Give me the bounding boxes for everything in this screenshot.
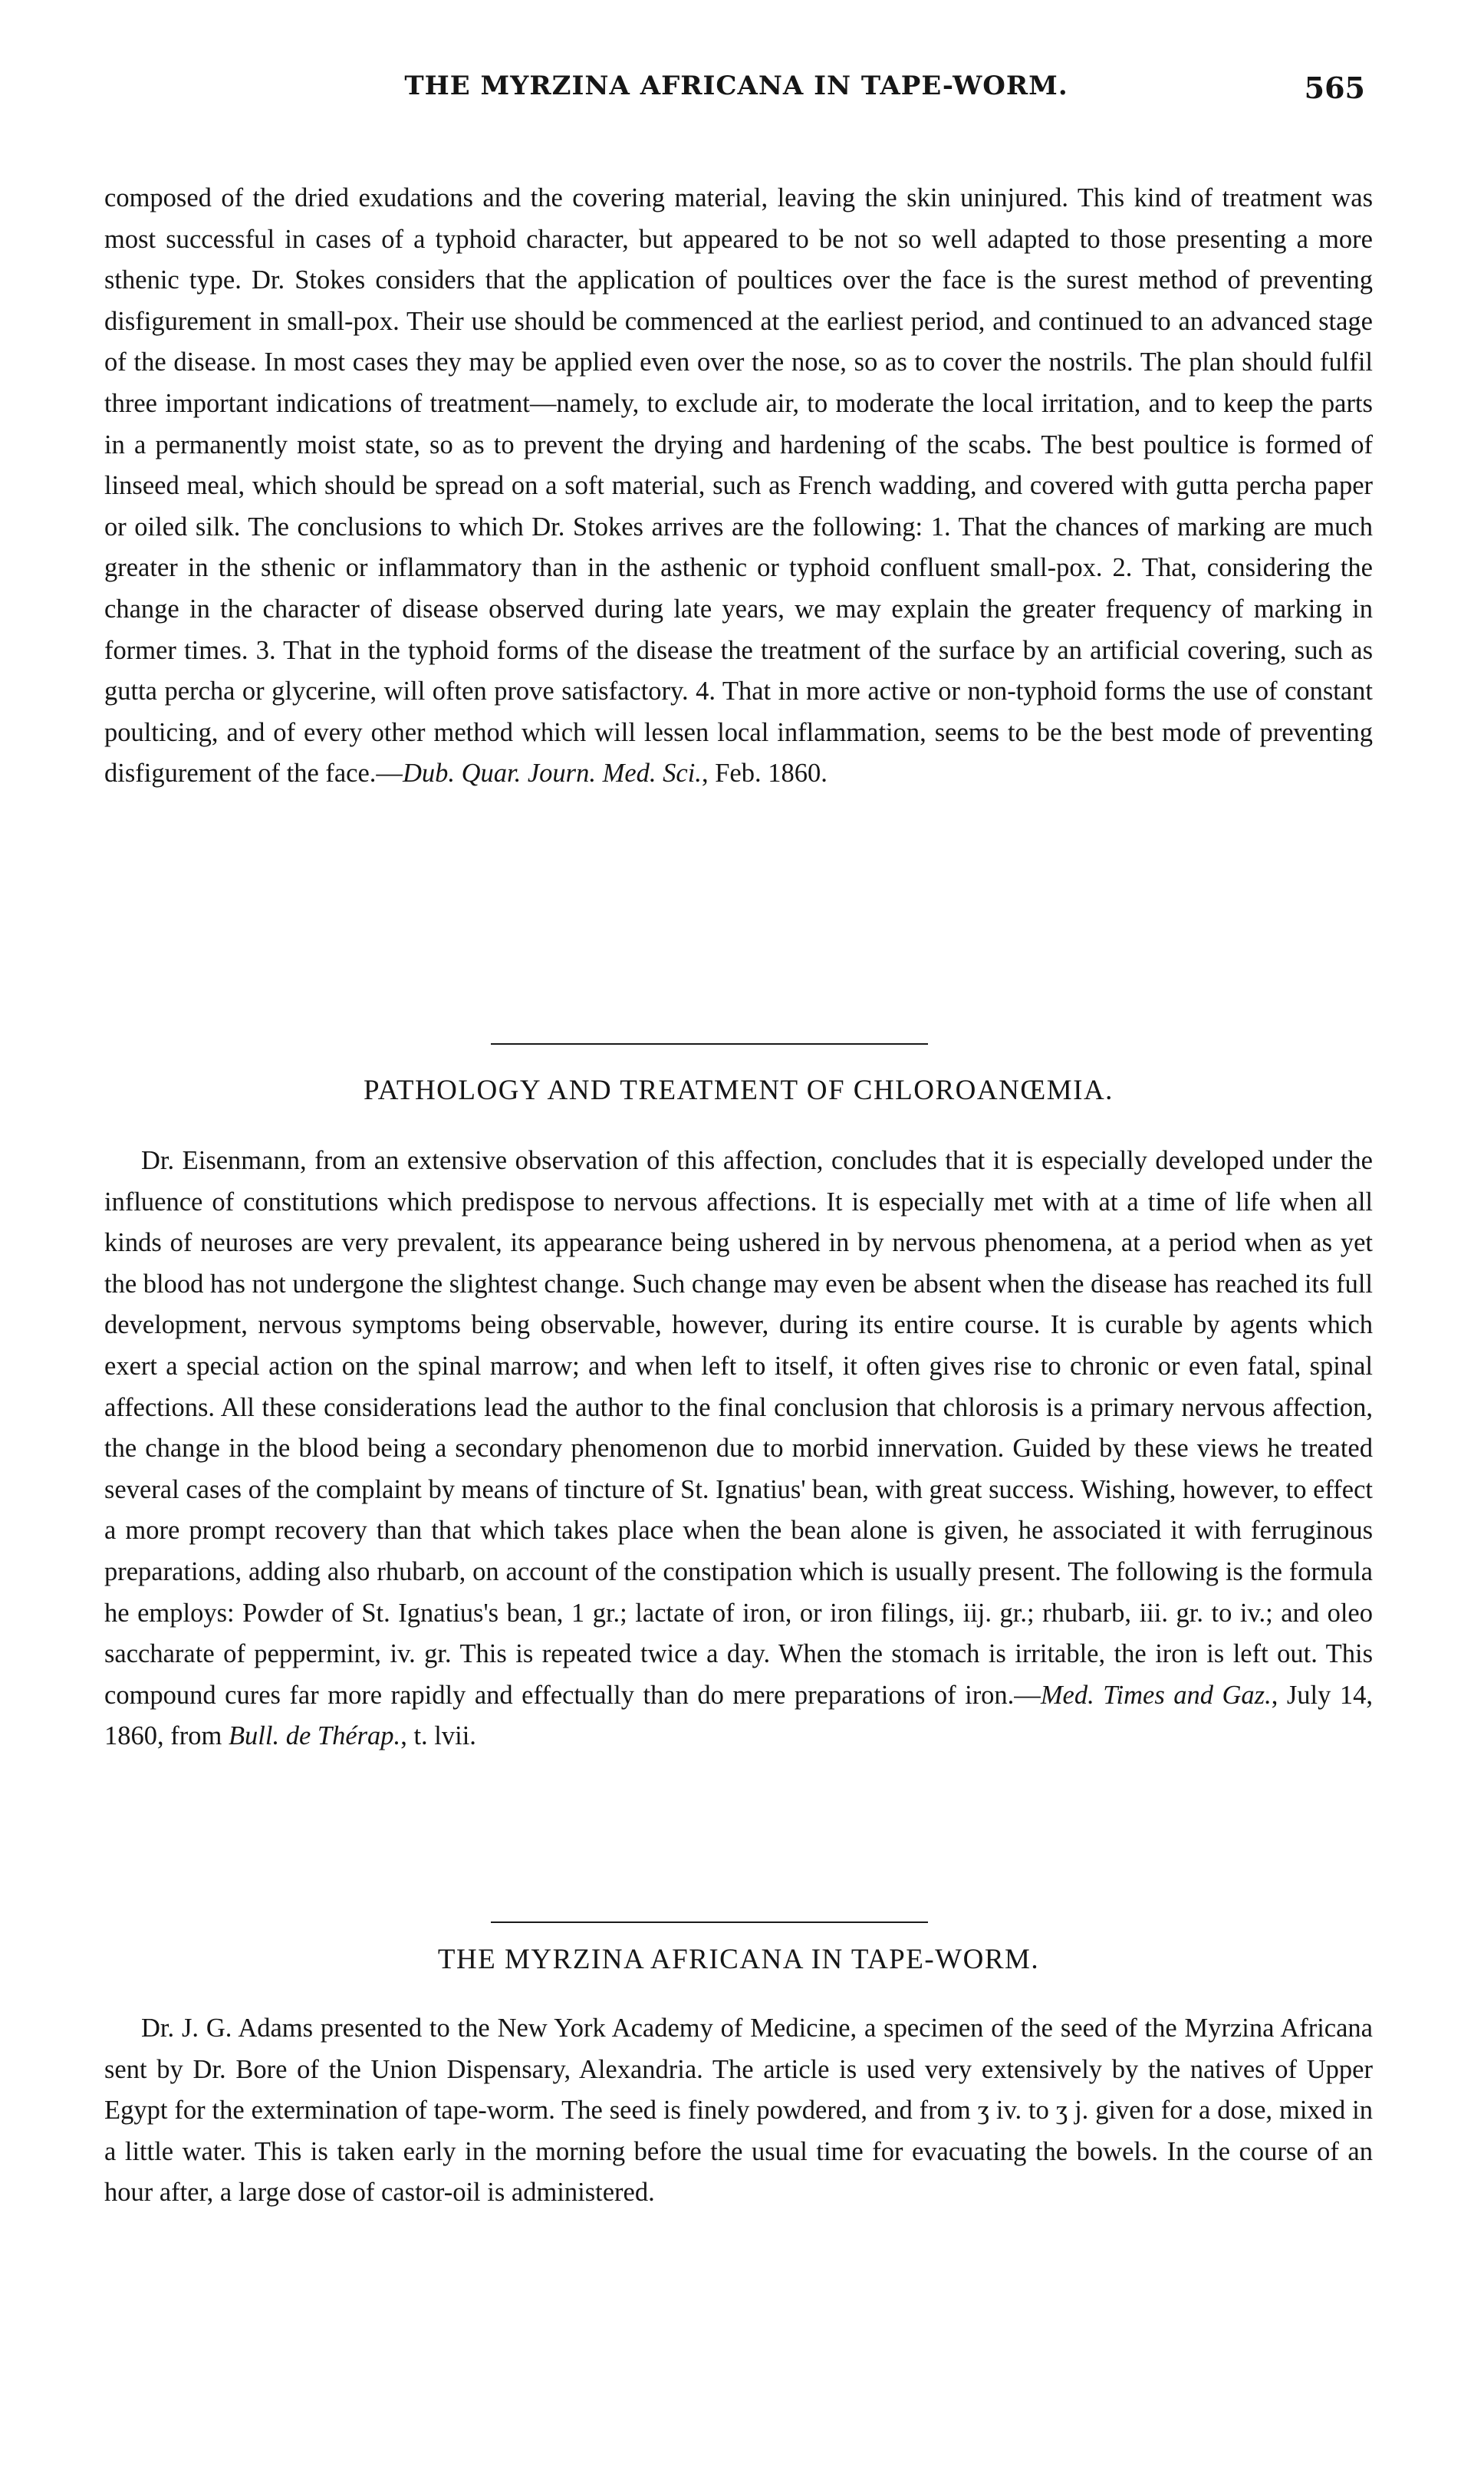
running-head: [107, 71, 1365, 117]
running-title: THE MYRZINA AFRICANA IN TAPE-WORM.: [404, 71, 1068, 101]
pathology-text: Dr. Eisenmann, from an extensive observation of this affection, concludes that it is especially developed under the influence of constitutions which predispose to nervous affections. It is especially met with at a time of life when all kinds of neuroses are very prevalent, its appearance being ushered in by nervous phenomena, at a period when as yet the blood has not undergone the slightest change. Such change may even be absent when the disease has reached its full development, nervous symptoms being observable, however, during its entire course. It is curable by agents which exert a special action on the spinal marrow; and when left to itself, it often gives rise to chronic or even fatal, spinal affections. All these considerations lead the author to the final conclusion that chlorosis is a primary nervous affection, the change in the blood being a secondary phenomenon due to morbid innervation. Guided by these views he treated several cases of the complaint by means of tincture of St. Ignatius' bean, with great success. Wishing, however, to effect a more prompt recovery than that which takes place when the bean alone is given, he associated it with ferruginous preparations, adding also rhubarb, on account of the constipation which is usually present. The following is the formula he employs: Powder of St. Ignatius's bean, 1 gr.; lactate of iron, or iron filings, iij. gr.; rhubarb, iii. gr. to iv.; and oleo saccharate of peppermint, iv. gr. This is repeated twice a day. When the stomach is irritable, the iron is left out. This compound cures far more rapidly and effectually than do mere preparations of iron.—: [104, 1146, 1373, 1710]
pathology-citation-source: Bull. de Thérap.: [228, 1721, 401, 1751]
myrzina-paragraph: [104, 2008, 1373, 2214]
continued-paragraph: [104, 178, 1373, 795]
pathology-citation: Med. Times and Gaz.: [1040, 1680, 1272, 1710]
pathology-paragraph: [104, 1141, 1373, 1757]
section-divider: [491, 1921, 928, 1923]
continued-citation: Dub. Quar. Journ. Med. Sci.: [402, 759, 702, 789]
page-number: 565: [1304, 71, 1365, 105]
pathology-citation-tail: , t. lvii.: [400, 1721, 476, 1751]
pathology-heading: PATHOLOGY AND TREATMENT OF CHLOROANŒMIA.: [364, 1075, 1114, 1106]
section-divider: [491, 1043, 928, 1045]
myrzina-text: Dr. J. G. Adams presented to the New York Academy of Medicine, a specimen of the seed of the Myrzina Africana sent by Dr. Bore of the Union Dispensary, Alexandria. The article is used very extensively by the natives of Upper Egypt for the extermination of tape-worm. The seed is finely powdered, and from ʒ iv. to ʒ j. given for a dose, mixed in a little water. This is taken early in the morning before the usual time for evacuating the bowels. In the course of an hour after, a large dose of castor-oil is administered.: [104, 2014, 1373, 2208]
continued-text: composed of the dried exudations and the covering material, leaving the skin uninjured. This kind of treatment was most successful in cases of a typhoid character, but appeared to be not so well adapted to those presenting a more sthenic type. Dr. Stokes considers that the application of poultices over the face is the surest method of preventing disfigurement in small-pox. Their use should be commenced at the earliest period, and continued to an advanced stage of the disease. In most cases they may be applied even over the nose, so as to cover the nostrils. The plan should fulfil three important indications of treatment—namely, to exclude air, to moderate the local irritation, and to keep the parts in a permanently moist state, so as to prevent the drying and hardening of the scabs. The best poultice is formed of linseed meal, which should be spread on a soft material, such as French wadding, and covered with gutta percha paper or oiled silk. The conclusions to which Dr. Stokes arrives are the following: 1. That the chances of marking are much greater in the sthenic or inflammatory than in the asthenic or typhoid confluent small-pox. 2. That, considering the change in the character of disease observed during late years, we may explain the greater frequency of marking in former times. 3. That in the typhoid forms of the disease the treatment of the surface by an artificial covering, such as gutta percha or glycerine, will often prove satisfactory. 4. That in more active or non-typhoid forms the use of constant poulticing, and of every other method which will lessen local inflammation, seems to be the best mode of preventing disfigurement of the face.—: [104, 183, 1373, 789]
pathology-citation-mid: , July 14, 1860, from: [104, 1680, 1373, 1751]
myrzina-heading: THE MYRZINA AFRICANA IN TAPE-WORM.: [437, 1944, 1040, 1975]
continued-citation-tail: , Feb. 1860.: [701, 759, 828, 789]
